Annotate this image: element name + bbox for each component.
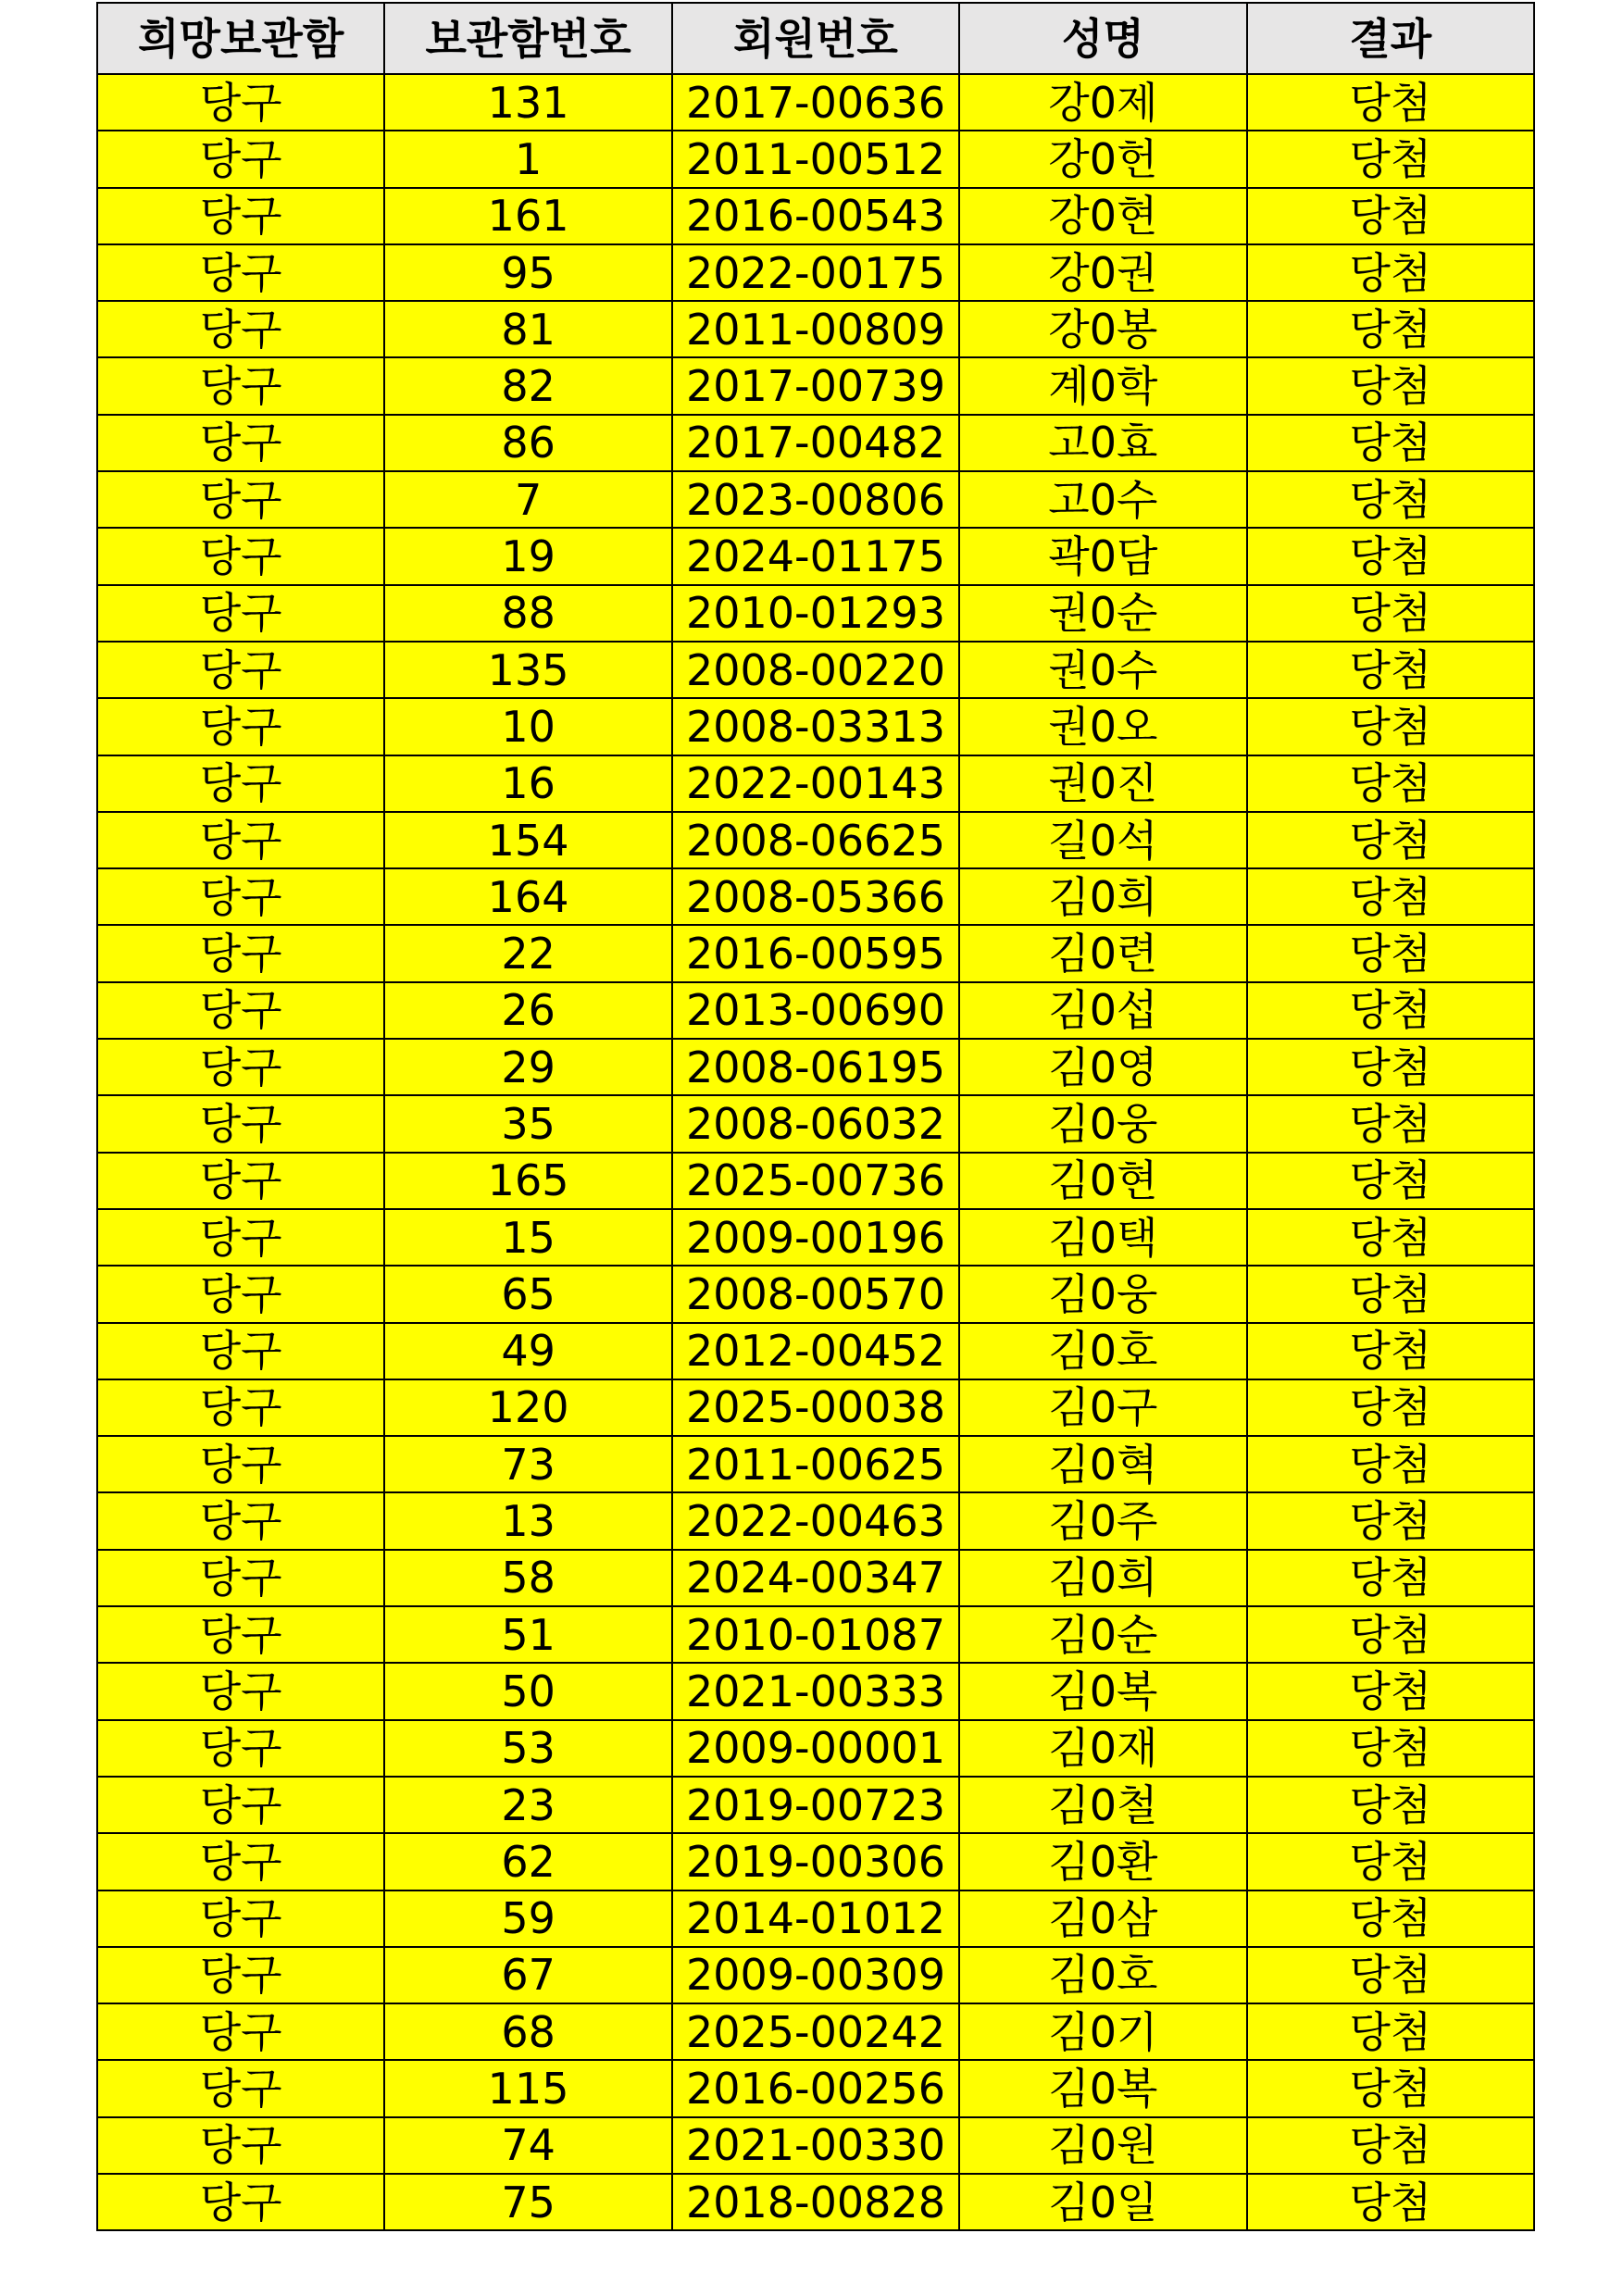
locker-type-cell: 당구 — [97, 471, 384, 528]
locker-number-cell: 74 — [384, 2117, 671, 2174]
locker-type-cell: 당구 — [97, 1833, 384, 1890]
table-row — [97, 1323, 1534, 1379]
result-cell: 당첨 — [1247, 755, 1534, 812]
result-cell: 당첨 — [1247, 415, 1534, 471]
locker-type-cell: 당구 — [97, 1606, 384, 1663]
result-cell: 당첨 — [1247, 1095, 1534, 1152]
name-cell: 김0기 — [959, 2003, 1246, 2060]
result-cell: 당첨 — [1247, 1153, 1534, 1209]
name-cell: 김0복 — [959, 1663, 1246, 1719]
name-cell: 김0련 — [959, 925, 1246, 981]
name-cell: 강0권 — [959, 244, 1246, 301]
locker-type-cell: 당구 — [97, 1890, 384, 1947]
member-number-cell: 2011-00809 — [672, 301, 959, 357]
table-row — [97, 1436, 1534, 1492]
member-number-cell: 2011-00625 — [672, 1436, 959, 1492]
member-number-cell: 2021-00330 — [672, 2117, 959, 2174]
result-cell: 당첨 — [1247, 1890, 1534, 1947]
locker-number-cell: 135 — [384, 642, 671, 698]
locker-type-cell: 당구 — [97, 1436, 384, 1492]
result-cell: 당첨 — [1247, 1039, 1534, 1095]
result-cell: 당첨 — [1247, 1209, 1534, 1266]
locker-number-cell: 49 — [384, 1323, 671, 1379]
member-number-cell: 2009-00196 — [672, 1209, 959, 1266]
name-cell: 김0복 — [959, 2060, 1246, 2116]
result-cell: 당첨 — [1247, 131, 1534, 187]
locker-number-cell: 62 — [384, 1833, 671, 1890]
member-number-cell: 2017-00636 — [672, 74, 959, 131]
table-header — [97, 3, 1534, 74]
name-cell: 고0수 — [959, 471, 1246, 528]
table-row — [97, 1947, 1534, 2003]
name-cell: 강0현 — [959, 188, 1246, 244]
member-number-cell: 2008-05366 — [672, 868, 959, 925]
locker-type-cell: 당구 — [97, 301, 384, 357]
locker-number-cell: 7 — [384, 471, 671, 528]
result-cell: 당첨 — [1247, 528, 1534, 584]
name-cell: 김0호 — [959, 1323, 1246, 1379]
name-cell: 김0일 — [959, 2174, 1246, 2230]
result-cell: 당첨 — [1247, 2117, 1534, 2174]
name-cell: 길0석 — [959, 812, 1246, 868]
table-body — [97, 74, 1534, 2230]
locker-type-cell: 당구 — [97, 2003, 384, 2060]
table-row — [97, 528, 1534, 584]
locker-type-cell: 당구 — [97, 1209, 384, 1266]
locker-number-cell: 165 — [384, 1153, 671, 1209]
result-cell: 당첨 — [1247, 1947, 1534, 2003]
locker-number-cell: 86 — [384, 415, 671, 471]
table-row — [97, 1095, 1534, 1152]
name-cell: 김0택 — [959, 1209, 1246, 1266]
member-number-cell: 2024-01175 — [672, 528, 959, 584]
result-cell: 당첨 — [1247, 2003, 1534, 2060]
member-number-cell: 2009-00001 — [672, 1720, 959, 1777]
member-number-cell: 2008-06195 — [672, 1039, 959, 1095]
table-row — [97, 131, 1534, 187]
member-number-cell: 2009-00309 — [672, 1947, 959, 2003]
member-number-cell: 2014-01012 — [672, 1890, 959, 1947]
member-number-cell: 2008-06032 — [672, 1095, 959, 1152]
result-cell: 당첨 — [1247, 982, 1534, 1039]
result-cell: 당첨 — [1247, 868, 1534, 925]
header-locker-number: 보관함번호 — [384, 3, 671, 74]
result-cell: 당첨 — [1247, 2174, 1534, 2230]
name-cell: 권0수 — [959, 642, 1246, 698]
table-row — [97, 471, 1534, 528]
locker-number-cell: 51 — [384, 1606, 671, 1663]
locker-number-cell: 10 — [384, 698, 671, 755]
locker-type-cell: 당구 — [97, 1039, 384, 1095]
locker-number-cell: 120 — [384, 1379, 671, 1436]
name-cell: 김0영 — [959, 1039, 1246, 1095]
table-row — [97, 982, 1534, 1039]
name-cell: 김0순 — [959, 1606, 1246, 1663]
member-number-cell: 2021-00333 — [672, 1663, 959, 1719]
result-cell: 당첨 — [1247, 1720, 1534, 1777]
result-cell: 당첨 — [1247, 188, 1534, 244]
member-number-cell: 2025-00736 — [672, 1153, 959, 1209]
locker-number-cell: 88 — [384, 585, 671, 642]
result-cell: 당첨 — [1247, 1266, 1534, 1322]
locker-type-cell: 당구 — [97, 74, 384, 131]
member-number-cell: 2025-00242 — [672, 2003, 959, 2060]
locker-number-cell: 68 — [384, 2003, 671, 2060]
table-row — [97, 642, 1534, 698]
result-cell: 당첨 — [1247, 585, 1534, 642]
name-cell: 김0재 — [959, 1720, 1246, 1777]
name-cell: 강0봉 — [959, 301, 1246, 357]
locker-type-cell: 당구 — [97, 415, 384, 471]
name-cell: 권0진 — [959, 755, 1246, 812]
locker-type-cell: 당구 — [97, 1720, 384, 1777]
name-cell: 김0삼 — [959, 1890, 1246, 1947]
table-row — [97, 1720, 1534, 1777]
locker-number-cell: 1 — [384, 131, 671, 187]
result-cell: 당첨 — [1247, 471, 1534, 528]
locker-type-cell: 당구 — [97, 1492, 384, 1549]
member-number-cell: 2022-00175 — [672, 244, 959, 301]
locker-type-cell: 당구 — [97, 1777, 384, 1833]
table-row — [97, 357, 1534, 414]
locker-type-cell: 당구 — [97, 528, 384, 584]
locker-number-cell: 26 — [384, 982, 671, 1039]
table-row — [97, 1039, 1534, 1095]
locker-number-cell: 59 — [384, 1890, 671, 1947]
name-cell: 계0학 — [959, 357, 1246, 414]
locker-number-cell: 164 — [384, 868, 671, 925]
member-number-cell: 2022-00463 — [672, 1492, 959, 1549]
table-row — [97, 698, 1534, 755]
locker-type-cell: 당구 — [97, 2060, 384, 2116]
result-cell: 당첨 — [1247, 698, 1534, 755]
result-cell: 당첨 — [1247, 244, 1534, 301]
locker-type-cell: 당구 — [97, 642, 384, 698]
name-cell: 김0구 — [959, 1379, 1246, 1436]
member-number-cell: 2016-00595 — [672, 925, 959, 981]
member-number-cell: 2008-00570 — [672, 1266, 959, 1322]
locker-number-cell: 161 — [384, 188, 671, 244]
header-name: 성명 — [959, 3, 1246, 74]
table-row — [97, 868, 1534, 925]
result-cell: 당첨 — [1247, 1379, 1534, 1436]
name-cell: 권0순 — [959, 585, 1246, 642]
locker-type-cell: 당구 — [97, 2117, 384, 2174]
table-row — [97, 1777, 1534, 1833]
result-cell: 당첨 — [1247, 1323, 1534, 1379]
locker-number-cell: 81 — [384, 301, 671, 357]
table-row — [97, 585, 1534, 642]
locker-number-cell: 115 — [384, 2060, 671, 2116]
result-cell: 당첨 — [1247, 1663, 1534, 1719]
result-cell: 당첨 — [1247, 1492, 1534, 1549]
table-row — [97, 1379, 1534, 1436]
name-cell: 김0환 — [959, 1833, 1246, 1890]
table-row — [97, 1833, 1534, 1890]
name-cell: 김0희 — [959, 868, 1246, 925]
locker-type-cell: 당구 — [97, 188, 384, 244]
locker-number-cell: 58 — [384, 1550, 671, 1606]
table-row — [97, 1209, 1534, 1266]
locker-type-cell: 당구 — [97, 1550, 384, 1606]
member-number-cell: 2010-01087 — [672, 1606, 959, 1663]
table-row — [97, 2060, 1534, 2116]
result-cell: 당첨 — [1247, 357, 1534, 414]
locker-type-cell: 당구 — [97, 812, 384, 868]
header-row — [97, 3, 1534, 74]
header-locker-type: 희망보관함 — [97, 3, 384, 74]
locker-number-cell: 131 — [384, 74, 671, 131]
locker-type-cell: 당구 — [97, 1095, 384, 1152]
table-row — [97, 244, 1534, 301]
locker-number-cell: 15 — [384, 1209, 671, 1266]
result-cell: 당첨 — [1247, 1436, 1534, 1492]
locker-type-cell: 당구 — [97, 131, 384, 187]
name-cell: 강0제 — [959, 74, 1246, 131]
locker-number-cell: 50 — [384, 1663, 671, 1719]
name-cell: 김0주 — [959, 1492, 1246, 1549]
name-cell: 김0철 — [959, 1777, 1246, 1833]
locker-type-cell: 당구 — [97, 357, 384, 414]
locker-number-cell: 19 — [384, 528, 671, 584]
locker-type-cell: 당구 — [97, 2174, 384, 2230]
table-row — [97, 1266, 1534, 1322]
member-number-cell: 2010-01293 — [672, 585, 959, 642]
name-cell: 김0웅 — [959, 1266, 1246, 1322]
locker-type-cell: 당구 — [97, 868, 384, 925]
member-number-cell: 2019-00306 — [672, 1833, 959, 1890]
table-row — [97, 812, 1534, 868]
locker-number-cell: 82 — [384, 357, 671, 414]
locker-number-cell: 75 — [384, 2174, 671, 2230]
table-row — [97, 2117, 1534, 2174]
result-cell: 당첨 — [1247, 925, 1534, 981]
table-row — [97, 188, 1534, 244]
result-cell: 당첨 — [1247, 1777, 1534, 1833]
locker-number-cell: 29 — [384, 1039, 671, 1095]
locker-type-cell: 당구 — [97, 1947, 384, 2003]
table-row — [97, 1550, 1534, 1606]
name-cell: 김0웅 — [959, 1095, 1246, 1152]
member-number-cell: 2008-03313 — [672, 698, 959, 755]
locker-type-cell: 당구 — [97, 585, 384, 642]
lottery-result-table — [96, 2, 1535, 2231]
locker-number-cell: 65 — [384, 1266, 671, 1322]
member-number-cell: 2025-00038 — [672, 1379, 959, 1436]
member-number-cell: 2013-00690 — [672, 982, 959, 1039]
member-number-cell: 2008-00220 — [672, 642, 959, 698]
member-number-cell: 2016-00256 — [672, 2060, 959, 2116]
member-number-cell: 2019-00723 — [672, 1777, 959, 1833]
result-cell: 당첨 — [1247, 812, 1534, 868]
member-number-cell: 2011-00512 — [672, 131, 959, 187]
name-cell: 김0혁 — [959, 1436, 1246, 1492]
result-cell: 당첨 — [1247, 74, 1534, 131]
result-cell: 당첨 — [1247, 1833, 1534, 1890]
result-cell: 당첨 — [1247, 2060, 1534, 2116]
name-cell: 김0희 — [959, 1550, 1246, 1606]
member-number-cell: 2008-06625 — [672, 812, 959, 868]
member-number-cell: 2017-00482 — [672, 415, 959, 471]
locker-number-cell: 13 — [384, 1492, 671, 1549]
member-number-cell: 2016-00543 — [672, 188, 959, 244]
locker-type-cell: 당구 — [97, 698, 384, 755]
result-cell: 당첨 — [1247, 301, 1534, 357]
table-row — [97, 755, 1534, 812]
member-number-cell: 2017-00739 — [672, 357, 959, 414]
table-row — [97, 925, 1534, 981]
locker-type-cell: 당구 — [97, 982, 384, 1039]
name-cell: 김0섭 — [959, 982, 1246, 1039]
locker-type-cell: 당구 — [97, 755, 384, 812]
locker-number-cell: 53 — [384, 1720, 671, 1777]
locker-number-cell: 73 — [384, 1436, 671, 1492]
locker-type-cell: 당구 — [97, 1153, 384, 1209]
table-row — [97, 1606, 1534, 1663]
table-row — [97, 415, 1534, 471]
locker-number-cell: 67 — [384, 1947, 671, 2003]
name-cell: 고0효 — [959, 415, 1246, 471]
result-cell: 당첨 — [1247, 1606, 1534, 1663]
locker-number-cell: 16 — [384, 755, 671, 812]
name-cell: 곽0담 — [959, 528, 1246, 584]
member-number-cell: 2024-00347 — [672, 1550, 959, 1606]
result-cell: 당첨 — [1247, 642, 1534, 698]
table-row — [97, 1663, 1534, 1719]
table-row — [97, 301, 1534, 357]
name-cell: 김0원 — [959, 2117, 1246, 2174]
locker-type-cell: 당구 — [97, 1266, 384, 1322]
member-number-cell: 2023-00806 — [672, 471, 959, 528]
table-row — [97, 74, 1534, 131]
name-cell: 김0호 — [959, 1947, 1246, 2003]
table-row — [97, 2174, 1534, 2230]
locker-number-cell: 22 — [384, 925, 671, 981]
table-row — [97, 2003, 1534, 2060]
header-member-number: 회원번호 — [672, 3, 959, 74]
locker-number-cell: 154 — [384, 812, 671, 868]
locker-type-cell: 당구 — [97, 1323, 384, 1379]
table-row — [97, 1890, 1534, 1947]
table-row — [97, 1492, 1534, 1549]
name-cell: 김0현 — [959, 1153, 1246, 1209]
result-cell: 당첨 — [1247, 1550, 1534, 1606]
locker-number-cell: 35 — [384, 1095, 671, 1152]
name-cell: 권0오 — [959, 698, 1246, 755]
name-cell: 강0헌 — [959, 131, 1246, 187]
member-number-cell: 2018-00828 — [672, 2174, 959, 2230]
header-result: 결과 — [1247, 3, 1534, 74]
locker-type-cell: 당구 — [97, 244, 384, 301]
locker-number-cell: 95 — [384, 244, 671, 301]
locker-number-cell: 23 — [384, 1777, 671, 1833]
table-row — [97, 1153, 1534, 1209]
member-number-cell: 2012-00452 — [672, 1323, 959, 1379]
locker-type-cell: 당구 — [97, 1663, 384, 1719]
member-number-cell: 2022-00143 — [672, 755, 959, 812]
locker-type-cell: 당구 — [97, 925, 384, 981]
locker-type-cell: 당구 — [97, 1379, 384, 1436]
